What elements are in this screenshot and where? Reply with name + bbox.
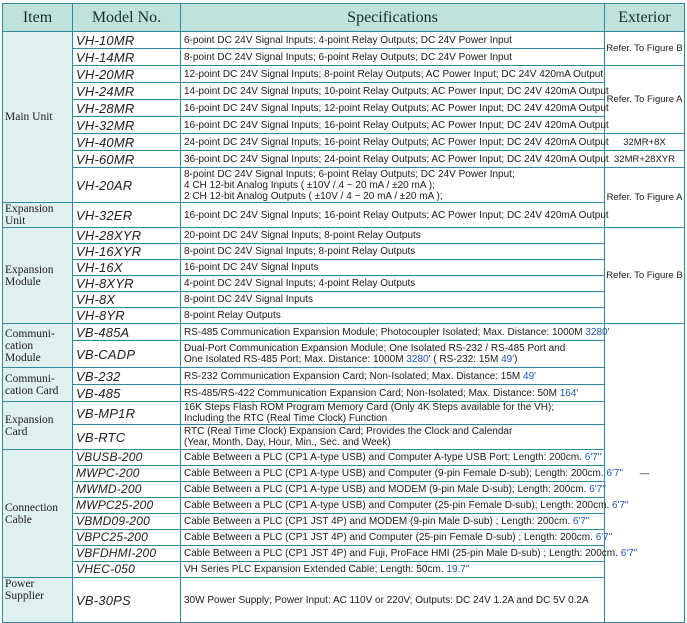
exterior-ref: Refer. To Figure B — [605, 32, 685, 66]
table-row — [3, 83, 685, 100]
spec-line: RTC (Real Time Clock) Expansion Card; Provides the Clock and Calendar — [184, 426, 513, 437]
spec-text: 14-point DC 24V Signal Inputs; 10-point Relay Outputs; AC Power Input; DC 24V 420mA Output — [181, 83, 605, 100]
header-row — [3, 4, 685, 32]
header-item: Item — [3, 4, 73, 32]
spec-main: Cable Between a PLC (CP1 A-type USB) and Computer (9-pin Female D-sub); Length: 200cm. — [184, 468, 604, 479]
table-row — [3, 498, 685, 514]
spec-text — [181, 402, 605, 425]
model-no: VH-20AR — [73, 168, 181, 203]
model-no: VH-16XYR — [73, 244, 181, 260]
spec-imperial: 3280' — [406, 354, 431, 365]
spec-imperial: 6'7" — [572, 516, 590, 527]
spec-main: RS-232 Communication Expansion Card; Non-Isolated; Max. Distance: 15M — [184, 370, 521, 382]
model-no: MWPC-200 — [73, 466, 181, 482]
model-no: VH-14MR — [73, 49, 181, 66]
spec-text: 8-point DC 24V Signal Inputs — [181, 292, 605, 308]
item-main-unit: Main Unit — [3, 32, 73, 203]
spec-text — [181, 324, 610, 341]
spec-imperial: 164' — [559, 387, 579, 399]
spec-main: Cable Between a PLC (CP1 JST 4P) and MODEM (9-pin Male D-sub) ; Length: 200cm. — [184, 516, 571, 527]
spec-imperial: 6'7" — [612, 500, 629, 511]
table-row — [3, 203, 685, 228]
table-row — [3, 49, 685, 66]
spec-text — [181, 498, 629, 514]
spec-imperial: 6'7" — [606, 468, 624, 479]
spec-main: Cable Between a PLC (CP1 A-type USB) and MODEM (9-pin Male D-sub); Length: 200cm. — [184, 484, 587, 495]
spec-text: 16-point DC 24V Signal Inputs; 16-point Relay Outputs; AC Power Input; DC 24V 420mA Output — [181, 203, 605, 228]
table-row — [3, 276, 685, 292]
model-no: VH-20MR — [73, 66, 181, 83]
spec-text — [181, 514, 605, 530]
table-row — [3, 341, 685, 368]
header-exterior: Exterior — [605, 4, 685, 32]
table-row — [3, 260, 685, 276]
table-row — [3, 244, 685, 260]
table-row — [3, 385, 685, 402]
spec-text: 8-point DC 24V Signal Inputs; 8-point Relay Outputs — [181, 244, 605, 260]
header-model: Model No. — [73, 4, 181, 32]
model-no: VB-485A — [73, 324, 181, 341]
spec-text: 30W Power Supply; Power Input: AC 110V or 220V; Outputs: DC 24V 1.2A and DC 5V 0.2A — [181, 578, 605, 623]
spec-line: 8-point DC 24V Signal Inputs; 6-point Relay Outputs; DC 24V Power Input; — [184, 168, 515, 180]
spec-imperial: 6'7" — [595, 532, 613, 543]
spec-text — [181, 341, 605, 368]
model-no: VH-24MR — [73, 83, 181, 100]
table-row — [3, 562, 685, 578]
model-no: VBPC25-200 — [73, 530, 181, 546]
spec-text — [181, 530, 613, 546]
model-no: VB-MP1R — [73, 402, 181, 425]
item-expansion-card: Expansion Card — [3, 402, 73, 450]
exterior-ref: Refer. To Figure A — [605, 168, 685, 228]
spec-imperial: 3280' — [585, 326, 610, 338]
spec-imperial: 6'7" — [620, 548, 638, 559]
spec-line: 2 CH 12-bit Analog Outputs ( ±10V / 4 ~ 20 mA / ±20 mA ); — [184, 190, 443, 202]
spec-text — [181, 368, 605, 385]
spec-text — [181, 562, 605, 578]
item-expansion-module: Expansion Module — [3, 228, 73, 324]
spec-tail: ( RS-232: 15M — [430, 354, 499, 365]
model-no: VH-28XYR — [73, 228, 181, 244]
table-row — [3, 228, 685, 244]
item-communication-module: Communi-cation Module — [3, 324, 73, 368]
spec-main: One Isolated RS-485 Port; Max. Distance: 1000M — [184, 354, 404, 365]
model-no: VH-10MR — [73, 32, 181, 49]
spec-text — [181, 168, 605, 203]
table-row — [3, 402, 685, 425]
spec-main: RS-485/RS-422 Communication Expansion Card; Non-Isolated; Max. Distance: 50M — [184, 387, 557, 399]
spec-text: 4-point DC 24V Signal Inputs; 4-point Relay Outputs — [181, 276, 605, 292]
model-no: MWMD-200 — [73, 482, 181, 498]
model-no: VH-40MR — [73, 134, 181, 151]
table-row — [3, 466, 685, 482]
item-communication-card: Communi-cation Card — [3, 368, 73, 402]
spec-line: Including the RTC (Real Time Clock) Function — [184, 413, 388, 424]
table-row — [3, 482, 685, 498]
model-no: MWPC25-200 — [73, 498, 181, 514]
model-no: VB-CADP — [73, 341, 181, 368]
model-no: VBUSB-200 — [73, 450, 181, 466]
table-row — [3, 32, 685, 49]
model-no: VH-32MR — [73, 117, 181, 134]
spec-text: 16-point DC 24V Signal Inputs; 16-point Relay Outputs; AC Power Input; DC 24V 420mA Output — [181, 117, 605, 134]
model-no: VB-232 — [73, 368, 181, 385]
exterior-ref: Refer. To Figure B — [605, 228, 685, 324]
spec-line: 4 CH 12-bit Analog Inputs ( ±10V / 4 ~ 20 mA / ±20 mA ); — [184, 179, 435, 191]
spec-main: Cable Between a PLC (CP1 JST 4P) and Computer (25-pin Female D-sub) ; Length: 200cm. — [184, 532, 593, 543]
spec-imperial: 19.7" — [446, 564, 470, 575]
table-row — [3, 292, 685, 308]
table-row — [3, 530, 685, 546]
spec-text: 12-point DC 24V Signal Inputs; 8-point Relay Outputs; AC Power Input; DC 24V 420mA Output — [181, 66, 605, 83]
exterior-ref: 32MR+8X — [605, 134, 685, 151]
spec-text — [181, 385, 605, 402]
model-no: VH-60MR — [73, 151, 181, 168]
model-no: VH-16X — [73, 260, 181, 276]
spec-line: Dual-Port Communication Expansion Module; One Isolated RS-232 / RS-485 Port and — [184, 343, 566, 354]
spec-text: 16-point DC 24V Signal Inputs; 12-point Relay Outputs; AC Power Input; DC 24V 420mA Output — [181, 100, 605, 117]
model-no: VH-28MR — [73, 100, 181, 117]
table-row — [3, 578, 685, 623]
exterior-ref: 32MR+28XYR — [605, 151, 685, 168]
table-row — [3, 117, 685, 134]
model-no: VH-8X — [73, 292, 181, 308]
table-row — [3, 450, 685, 466]
spec-text: 8-point Relay Outputs — [181, 308, 605, 324]
item-power-supplier: Power Supplier — [3, 578, 73, 623]
spec-line: 16K Steps Flash ROM Program Memory Card (Only 4K Steps available for the VH); — [184, 402, 555, 413]
spec-text — [181, 450, 605, 466]
table-row — [3, 168, 685, 203]
table-row — [3, 368, 685, 385]
spec-main: Cable Between a PLC (CP1 A-type USB) and Computer A-type USB Port; Length: 200cm. — [184, 452, 582, 463]
table-row — [3, 100, 685, 117]
table-row — [3, 324, 685, 341]
spec-line: (Year, Month, Day, Hour, Min., Sec. and Week) — [184, 437, 391, 448]
table-row — [3, 66, 685, 83]
model-no: VH-8XYR — [73, 276, 181, 292]
exterior-ref: — — [605, 324, 685, 623]
spec-text: 36-point DC 24V Signal Inputs; 24-point Relay Outputs; AC Power Input; DC 24V 420mA Output — [181, 151, 605, 168]
spec-text — [181, 482, 605, 498]
spec-imperial: 6'7" — [584, 452, 602, 463]
header-specifications: Specifications — [181, 4, 605, 32]
item-connection-cable: Connection Cable — [3, 450, 73, 578]
model-no: VHEC-050 — [73, 562, 181, 578]
model-no: VB-RTC — [73, 425, 181, 450]
exterior-ref: Refer. To Figure A — [605, 66, 685, 134]
spec-main: VH Series PLC Expansion Extended Cable; Length: 50cm. — [184, 564, 444, 575]
product-spec-table — [2, 3, 685, 623]
spec-text: 20-point DC 24V Signal Inputs; 8-point Relay Outputs — [181, 228, 605, 244]
table-row — [3, 308, 685, 324]
model-no: VH-8YR — [73, 308, 181, 324]
spec-text: 6-point DC 24V Signal Inputs; 4-point Relay Outputs; DC 24V Power Input — [181, 32, 605, 49]
spec-main: RS-485 Communication Expansion Module; Photocoupler Isolated; Max. Distance: 1000M — [184, 326, 583, 338]
model-no: VBFDHMI-200 — [73, 546, 181, 562]
spec-text — [181, 425, 605, 450]
spec-text: 16-point DC 24V Signal Inputs — [181, 260, 605, 276]
spec-imperial: 6'7" — [589, 484, 606, 495]
spec-imperial: 49' — [501, 354, 515, 365]
table-row — [3, 546, 685, 562]
spec-text: 8-point DC 24V Signal Inputs; 6-point Relay Outputs; DC 24V Power Input — [181, 49, 605, 66]
spec-tail: ) — [514, 354, 518, 365]
item-expansion-unit: Expansion Unit — [3, 203, 73, 228]
spec-text: 24-point DC 24V Signal Inputs; 16-point Relay Outputs; AC Power Input; DC 24V 420mA Output — [181, 134, 605, 151]
table-row — [3, 134, 685, 151]
spec-text — [181, 546, 638, 562]
model-no: VB-485 — [73, 385, 181, 402]
table-row — [3, 425, 685, 450]
spec-main: Cable Between a PLC (CP1 A-type USB) and Computer (25-pin Female D-sub); Length: 200cm. — [184, 500, 610, 511]
model-no: VH-32ER — [73, 203, 181, 228]
spec-imperial: 49' — [523, 370, 537, 382]
spec-main: Cable Between a PLC (CP1 JST 4P) and Fuji, ProFace HMI (25-pin Male D-sub) ; Length: 200cm. — [184, 548, 618, 559]
model-no: VBMD09-200 — [73, 514, 181, 530]
spec-text — [181, 466, 624, 482]
table-row — [3, 151, 685, 168]
table-row — [3, 514, 685, 530]
spec-line — [184, 354, 601, 365]
model-no: VB-30PS — [73, 578, 181, 623]
